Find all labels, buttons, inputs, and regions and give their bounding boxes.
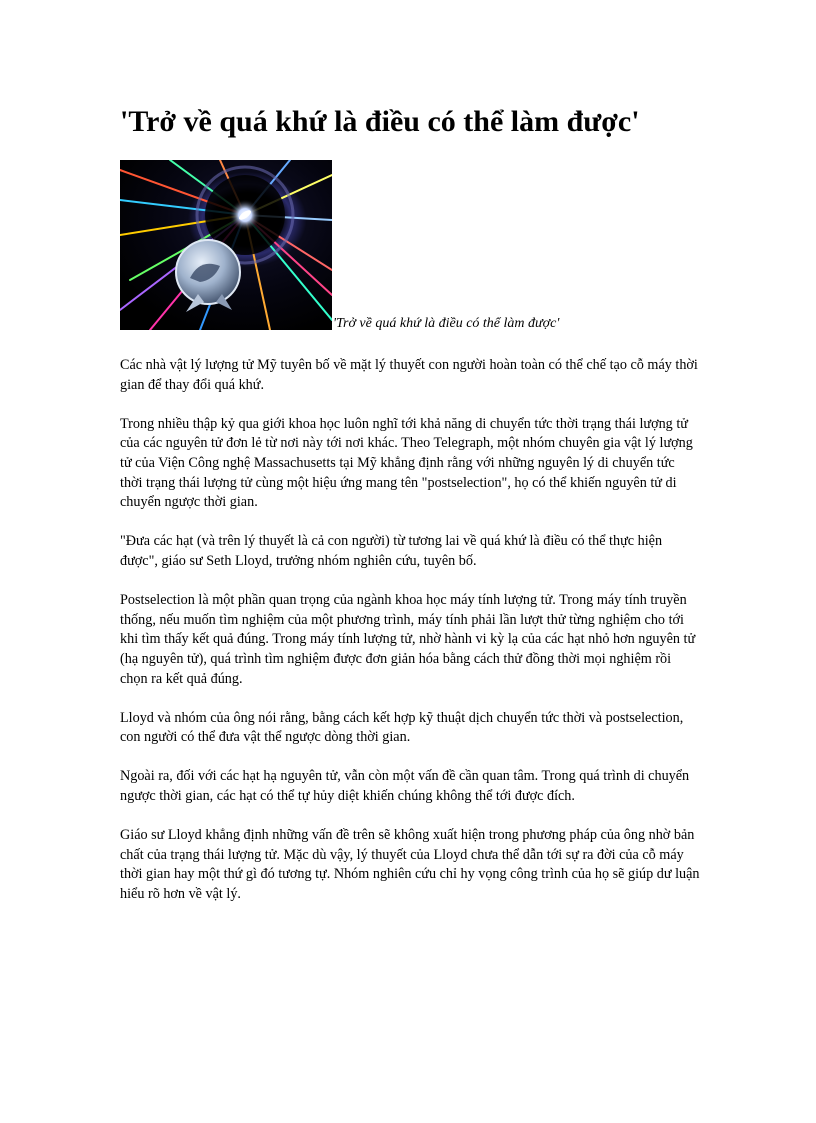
paragraph: Lloyd và nhóm của ông nói rằng, bằng cách kết hợp kỹ thuật dịch chuyển tức thời và postselection, con người có thể đưa vật thể ngược dòng thời gian.	[120, 709, 684, 746]
figure-row	[120, 160, 720, 330]
paragraph: "Đưa các hạt (và trên lý thuyết là cả con người) từ tương lai về quá khứ là điều có thể thực hiện được", giáo sư Seth Lloyd, trưởng nhóm nghiên cứu, tuyên bố.	[120, 533, 663, 569]
article-title: 'Trở về quá khứ là điều có thể làm được'	[120, 105, 640, 138]
article-body	[120, 356, 700, 924]
paragraph: Các nhà vật lý lượng tử Mỹ tuyên bố về mặt lý thuyết con người hoàn toàn có thể chế tạo cỗ máy thời gian để thay đổi quá khứ.	[120, 357, 698, 393]
paragraph: Giáo sư Lloyd khẳng định những vấn đề trên sẽ không xuất hiện trong phương pháp của ông nhờ bản chất của trạng thái lượng tử. Mặc dù vậy, lý thuyết của Lloyd chưa thể dẫn tới sự ra đời của cỗ máy thời gian hay một thứ gì đó tương tự. Nhóm nghiên cứu chỉ hy vọng công trình của họ sẽ giúp dư luận hiểu rõ hơn về vật lý.	[120, 827, 700, 903]
paragraph: Ngoài ra, đối với các hạt hạ nguyên tử, vẫn còn một vấn đề cần quan tâm. Trong quá trình di chuyển ngược thời gian, các hạt có thể tự hủy diệt khiến chúng không thể tới được đích.	[120, 768, 690, 805]
paragraph: Postselection là một phần quan trọng của ngành khoa học máy tính lượng tử. Trong máy tính truyền thống, nếu muốn tìm nghiệm của một phương trình, máy tính phải lần lượt thử từng nghiệm cho tới khi tìm thấy kết quả đúng. Trong máy tính lượng tử, nhờ hành vi kỳ lạ của các hạt nhỏ hơn nguyên tử (hạ nguyên tử), quá trình tìm nghiệm được đơn giản hóa bằng cách thử đồng thời mọi nghiệm rồi chọn ra kết quả đúng.	[120, 592, 696, 687]
paragraph: Trong nhiều thập kỷ qua giới khoa học luôn nghĩ tới khả năng di chuyển tức thời trạng thái lượng tử của các nguyên tử đơn lẻ từ nơi này tới nơi khác. Theo Telegraph, một nhóm chuyên gia vật lý lượng tử của Viện Công nghệ Massachusetts tại Mỹ khẳng định rằng với những nguyên lý di chuyển tức thời trạng thái lượng tử cùng một hiệu ứng mang tên "postselection", họ có thể khiến nguyên tử di chuyển ngược thời gian.	[120, 415, 693, 511]
wormhole-illustration-icon	[120, 160, 332, 330]
figure-caption: 'Trở về quá khứ là điều có thể làm được'	[333, 316, 560, 331]
